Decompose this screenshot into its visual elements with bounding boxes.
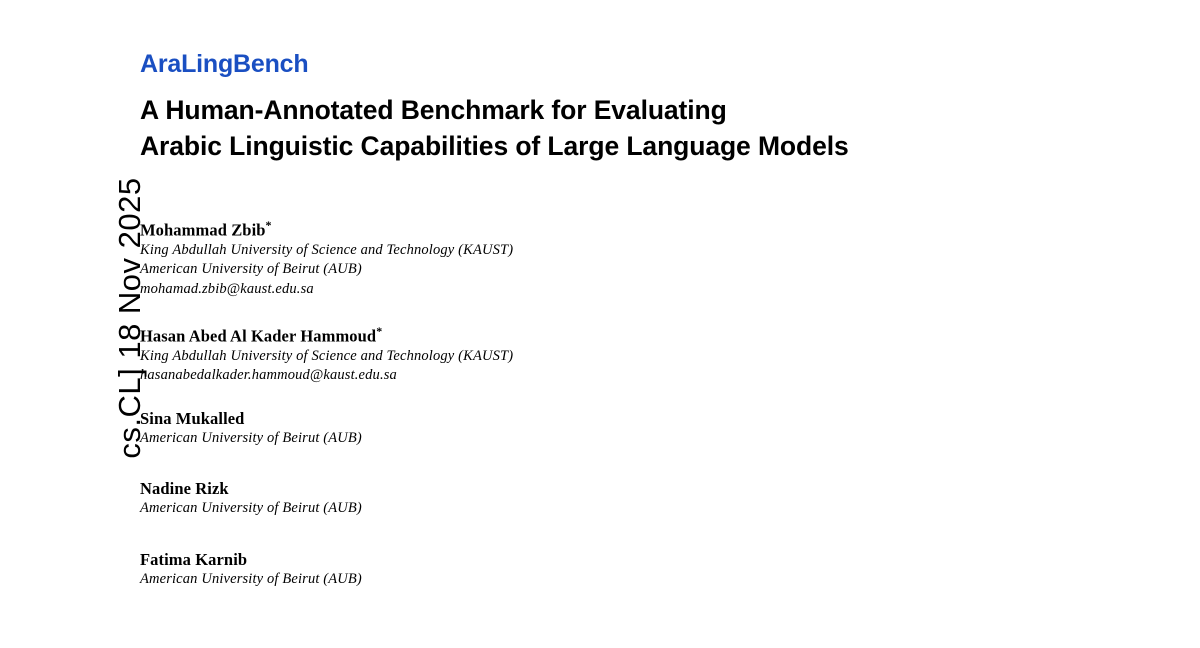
author-email: hasanabedalkader.hammoud@kaust.edu.sa	[140, 367, 397, 383]
title-line-1: A Human-Annotated Benchmark for Evaluating	[140, 95, 727, 125]
author-name	[140, 408, 940, 429]
author-list	[140, 215, 940, 611]
arxiv-identifier-stamp	[0, 0, 147, 648]
arxiv-stamp-text: cs.CL] 18 Nov 2025	[112, 177, 147, 459]
author-entry	[140, 408, 940, 449]
author-name	[140, 215, 940, 241]
author-entry	[140, 478, 940, 519]
author-email: mohamad.zbib@kaust.edu.sa	[140, 280, 314, 297]
author-footnote-marker: *	[376, 324, 383, 338]
author-name	[140, 549, 940, 570]
author-affiliation: King Abdullah University of Science and Technology (KAUST)	[140, 347, 514, 364]
author-name	[140, 321, 940, 347]
benchmark-name: AraLingBench	[140, 50, 309, 78]
paper-header	[140, 0, 1140, 648]
author-name-text: Hasan Abed Al Kader Hammoud	[140, 326, 377, 346]
author-name-text: Mohammad Zbib	[140, 220, 266, 240]
author-affiliation: American University of Beirut (AUB)	[140, 261, 362, 277]
author-affiliation: King Abdullah University of Science and Technology (KAUST)	[140, 241, 514, 258]
author-affiliation: American University of Beirut (AUB)	[140, 570, 362, 587]
author-name-text: Sina Mukalled	[140, 408, 245, 428]
author-affiliation: American University of Beirut (AUB)	[140, 500, 362, 516]
author-name-text: Nadine Rizk	[140, 479, 229, 498]
author-name	[140, 478, 940, 499]
title-line-2: Arabic Linguistic Capabilities of Large Language Models	[140, 131, 849, 161]
author-footnote-marker: *	[265, 218, 272, 232]
page-title	[140, 92, 1080, 164]
author-entry	[140, 321, 940, 386]
author-name-text: Fatima Karnib	[140, 549, 248, 569]
author-entry	[140, 549, 940, 590]
author-affiliation: American University of Beirut (AUB)	[140, 429, 362, 446]
author-entry	[140, 215, 940, 299]
